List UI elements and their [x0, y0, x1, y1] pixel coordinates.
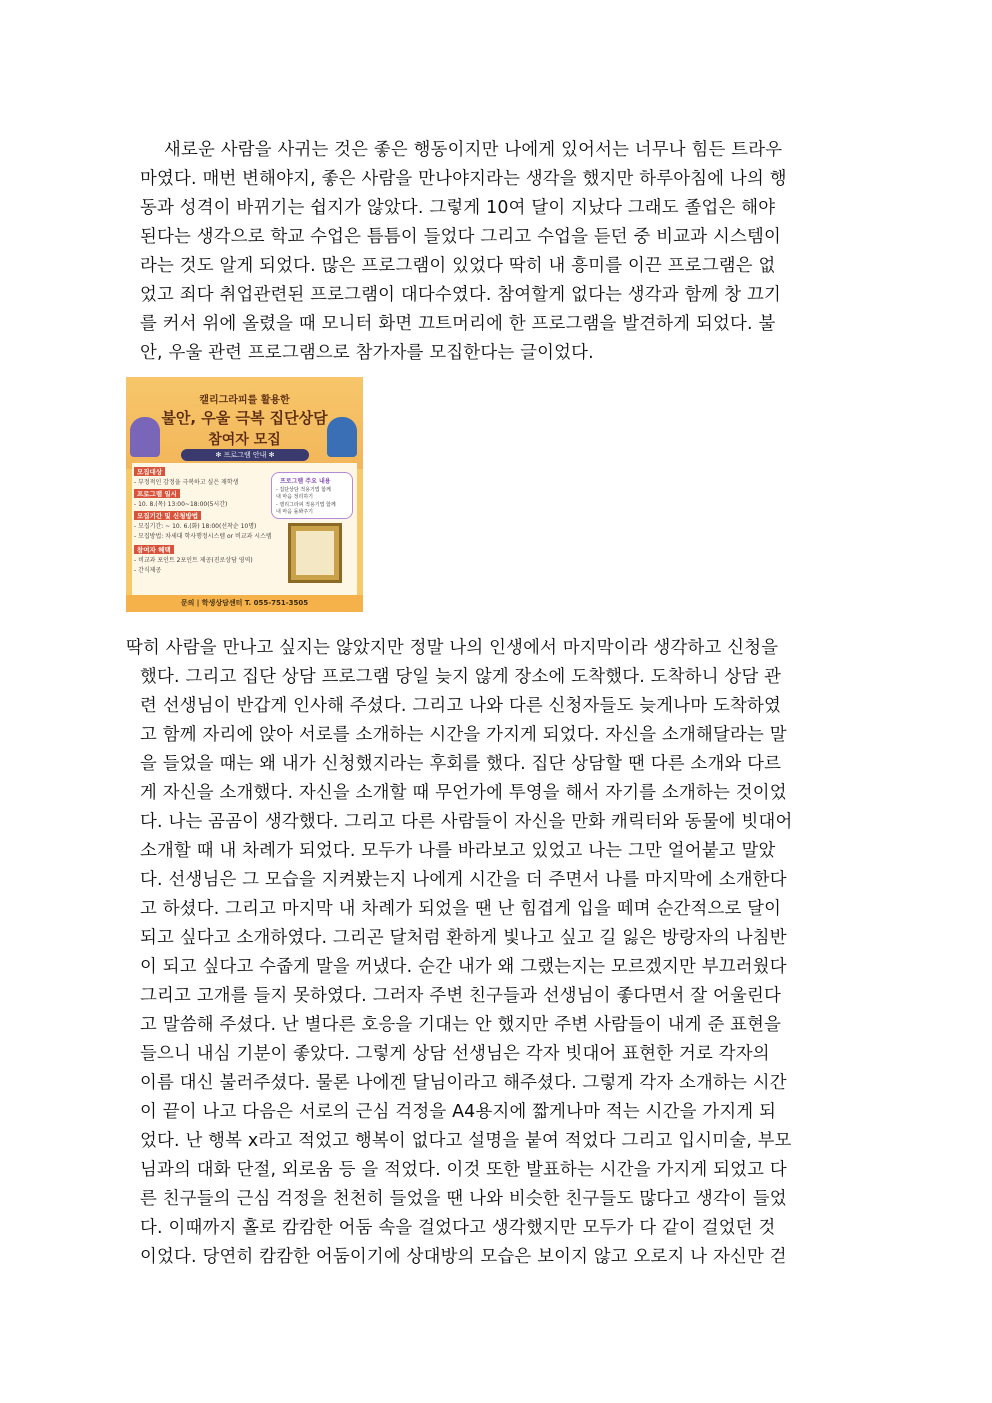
text-line: 고 함께 자리에 앉아 서로를 소개하는 시간을 가지게 되었다. 자신을 소개해달라는 말 — [140, 725, 787, 745]
section-text: - 모집기간: ~ 10. 6.(화) 18:00(선착순 10명) — [134, 523, 257, 530]
text-line: 을 들었을 때는 왜 내가 신청했지라는 후회를 했다. 집단 상담할 땐 다른 소개와 다르 — [140, 754, 782, 774]
section-text: - 비교과 포인트 2포인트 제공(진로상담 영역) — [134, 557, 253, 564]
text-line: 안, 우울 관련 프로그램으로 참가자를 모집한다는 글이었다. — [140, 343, 594, 363]
text-line: 되고 싶다고 소개하였다. 그리곤 달처럼 환하게 빛나고 싶고 길 잃은 방랑자의 나침반 — [140, 928, 787, 948]
text-line: 른 친구들의 근심 걱정을 천천히 들었을 땐 나와 비슷한 친구들도 많다고 생각이 들었 — [140, 1189, 787, 1209]
section-head: 참여자 혜택 — [134, 545, 174, 554]
text-line: 련 선생님이 반갑게 인사해 주셨다. 그리고 나와 다른 신청자들도 늦게나마 도착하였 — [140, 696, 781, 716]
section-text: - 부정적인 감정을 극복하고 싶은 재학생 — [134, 479, 239, 486]
text-line: 마였다. 매번 변해야지, 좋은 사람을 만나야지라는 생각을 했지만 하루아침에 나의 행 — [140, 169, 787, 189]
section-text: - 모집방법: 차세대 학사행정시스템 or 비교과 시스템 — [134, 533, 272, 540]
program-poster-image — [126, 377, 363, 612]
text-line: 이 되고 싶다고 수줍게 말을 꺼냈다. 순간 내가 왜 그랬는지는 모르겠지만 부끄러웠다 — [140, 957, 787, 977]
poster-footer: 문의 | 학생상담센터 T. 055-751-3505 — [126, 595, 363, 612]
bubble-line: - 캘리그라피 적용기법 함께 — [276, 502, 336, 508]
text-line: 고 말씀해 주셨다. 난 별다른 호응을 기대는 안 했지만 주변 사람들이 내게 준 표현을 — [140, 1015, 782, 1035]
text-line: 소개할 때 내 차례가 되었다. 모두가 나를 바라보고 있었고 나는 그만 얼어붙고 말았 — [140, 841, 776, 861]
text-line: 딱히 사람을 만나고 싶지는 않았지만 정말 나의 인생에서 마지막이라 생각하고 신청을 — [126, 638, 779, 658]
poster-title: 불안, 우울 극복 집단상담 — [161, 409, 328, 427]
text-line: 게 자신을 소개했다. 자신을 소개할 때 무언가에 투영을 해서 자기를 소개하는 것이었 — [140, 783, 787, 803]
text-line: 그리고 고개를 들지 못하였다. 그러자 주변 친구들과 선생님이 좋다면서 잘 어울린다 — [140, 986, 781, 1006]
text-line: 이었다. 당연히 캄캄한 어둠이기에 상대방의 모습은 보이지 않고 오로지 나 자신만 걷 — [140, 1247, 787, 1267]
text-line: 이름 대신 불러주셨다. 물론 나에겐 달님이라고 해주셨다. 그렇게 각자 소개하는 시간 — [140, 1073, 787, 1093]
text-line: 이 끝이 나고 다음은 서로의 근심 걱정을 A4용지에 짧게나마 적는 시간을 가지게 되 — [140, 1102, 777, 1122]
text-line: 동과 성격이 바뀌기는 쉽지가 않았다. 그렇게 10여 달이 지났다 그래도 졸업은 해야 — [140, 198, 776, 218]
text-line: 를 커서 위에 올렸을 때 모니터 화면 끄트머리에 한 프로그램을 발견하게 되었다. 불 — [140, 314, 776, 334]
section-head: 프로그램 일시 — [134, 489, 180, 498]
section-text: - 10. 8.(목) 13:00~18:00(5시간) — [134, 501, 228, 508]
bubble-line: 내 마음 돌봐주기 — [276, 509, 313, 515]
poster-content-bubble — [271, 472, 353, 519]
bubble-line: 내 마음 정리하기 — [276, 494, 313, 500]
text-line: 님과의 대화 단절, 외로움 등 을 적었다. 이것 또한 발표하는 시간을 가지게 되었고 다 — [140, 1160, 787, 1180]
text-line: 다. 나는 곰곰이 생각했다. 그리고 다른 사람들이 자신을 만화 캐릭터와 동물에 빗대어 — [140, 812, 793, 832]
section-text: - 간식제공 — [134, 567, 162, 574]
text-line: 다. 이때까지 홀로 캄캄한 어둠 속을 걸었다고 생각했지만 모두가 다 같이 걸었던 것 — [140, 1218, 776, 1238]
text-line: 고 하셨다. 그리고 마지막 내 차례가 되었을 땐 난 힘겹게 입을 떼며 순간적으로 달이 — [140, 899, 782, 919]
poster-guide-label: ✻ 프로그램 안내 ✻ — [181, 449, 309, 461]
bubble-line: - 집단상담 적용기법 함께 — [276, 487, 331, 493]
text-line: 들으니 내심 기분이 좋았다. 그렇게 상담 선생님은 각자 빗대어 표현한 거로 각자의 — [140, 1044, 770, 1064]
poster-subtitle: 캘리그라피를 활용한 — [199, 395, 290, 406]
text-line: 새로운 사람을 사귀는 것은 좋은 행동이지만 나에게 있어서는 너무나 힘든 트라우 — [164, 140, 783, 160]
text-line: 된다는 생각으로 학교 수업은 틈틈이 들었다 그리고 수업을 듣던 중 비교과 시스템이 — [140, 227, 781, 247]
text-line: 했다. 그리고 집단 상담 프로그램 당일 늦지 않게 장소에 도착했다. 도착하니 상담 관 — [140, 667, 782, 687]
poster-title-2: 참여자 모집 — [208, 432, 281, 448]
section-head: 모집대상 — [134, 467, 165, 476]
calligraphy-frame-illustration — [288, 523, 342, 583]
text-line: 라는 것도 알게 되었다. 많은 프로그램이 있었다 딱히 내 흥미를 이끈 프로그램은 없 — [140, 256, 776, 276]
bubble-title: 프로그램 주요 내용 — [280, 478, 331, 485]
text-line: 었다. 난 행복 x라고 적었고 행복이 없다고 설명을 붙여 적었다 그리고 입시미술, 부모 — [140, 1131, 792, 1151]
section-head: 모집기간 및 신청방법 — [134, 511, 201, 520]
text-line: 다. 선생님은 그 모습을 지켜봤는지 나에게 시간을 더 주면서 나를 마지막에 소개한다 — [140, 870, 787, 890]
text-line: 었고 죄다 취업관련된 프로그램이 대다수였다. 참여할게 없다는 생각과 함께 창 끄기 — [140, 285, 781, 305]
